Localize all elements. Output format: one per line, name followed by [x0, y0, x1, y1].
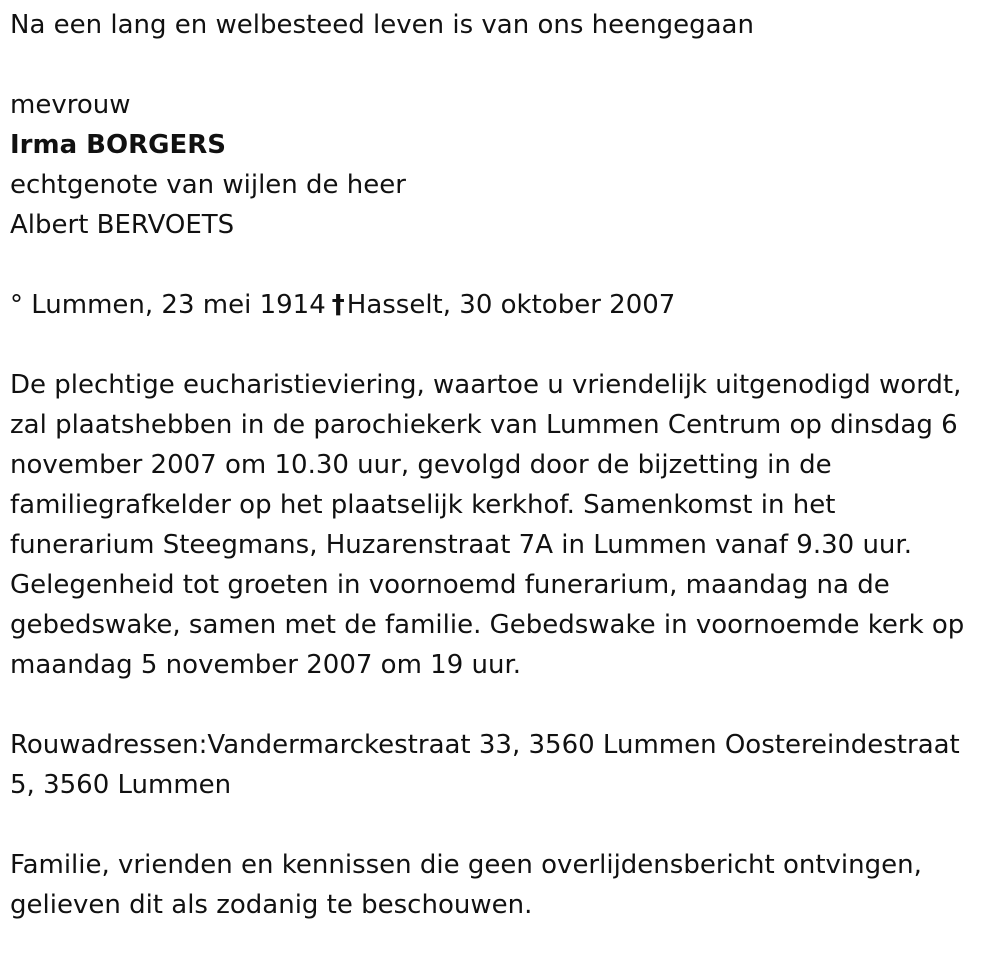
spacer [10, 45, 1000, 85]
spouse-name: Albert BERVOETS [10, 210, 235, 240]
birth-text: ° Lummen, 23 mei 1914 [10, 290, 326, 320]
spacer [10, 805, 1000, 845]
address-line: Rouwadressen:Vandermarckestraat 33, 3560 Lummen Oostereindestraat [10, 730, 960, 760]
service-line: gebedswake, samen met de familie. Gebedswake in voornoemde kerk op [10, 610, 965, 640]
dates-line [10, 285, 1000, 325]
service-line: De plechtige eucharistieviering, waartoe u vriendelijk uitgenodigd wordt, [10, 370, 962, 400]
deceased-name: Irma BORGERS [10, 130, 226, 160]
death-text: Hasselt, 30 oktober 2007 [346, 290, 676, 320]
service-line: Gelegenheid tot groeten in voornoemd funerarium, maandag na de [10, 570, 890, 600]
title-text: mevrouw [10, 90, 131, 120]
relation-text: echtgenote van wijlen de heer [10, 170, 406, 200]
service-line: november 2007 om 10.30 uur, gevolgd door de bijzetting in de [10, 450, 832, 480]
closing-paragraph [10, 845, 995, 925]
service-paragraph [10, 365, 995, 685]
cross-icon: † [331, 290, 345, 320]
closing-line: gelieven dit als zodanig te beschouwen. [10, 890, 533, 920]
service-line: familiegrafkelder op het plaatselijk kerkhof. Samenkomst in het [10, 490, 836, 520]
intro-text: Na een lang en welbesteed leven is van ons heengegaan [10, 10, 754, 40]
spacer [10, 325, 1000, 365]
address-line: 5, 3560 Lummen [10, 770, 232, 800]
service-line: maandag 5 november 2007 om 19 uur. [10, 650, 522, 680]
closing-line: Familie, vrienden en kennissen die geen overlijdensbericht ontvingen, [10, 850, 922, 880]
spacer [10, 685, 1000, 725]
service-line: zal plaatshebben in de parochiekerk van Lummen Centrum op dinsdag 6 [10, 410, 958, 440]
spacer [10, 245, 1000, 285]
service-line: funerarium Steegmans, Huzarenstraat 7A in Lummen vanaf 9.30 uur. [10, 530, 912, 560]
address-paragraph [10, 725, 995, 805]
